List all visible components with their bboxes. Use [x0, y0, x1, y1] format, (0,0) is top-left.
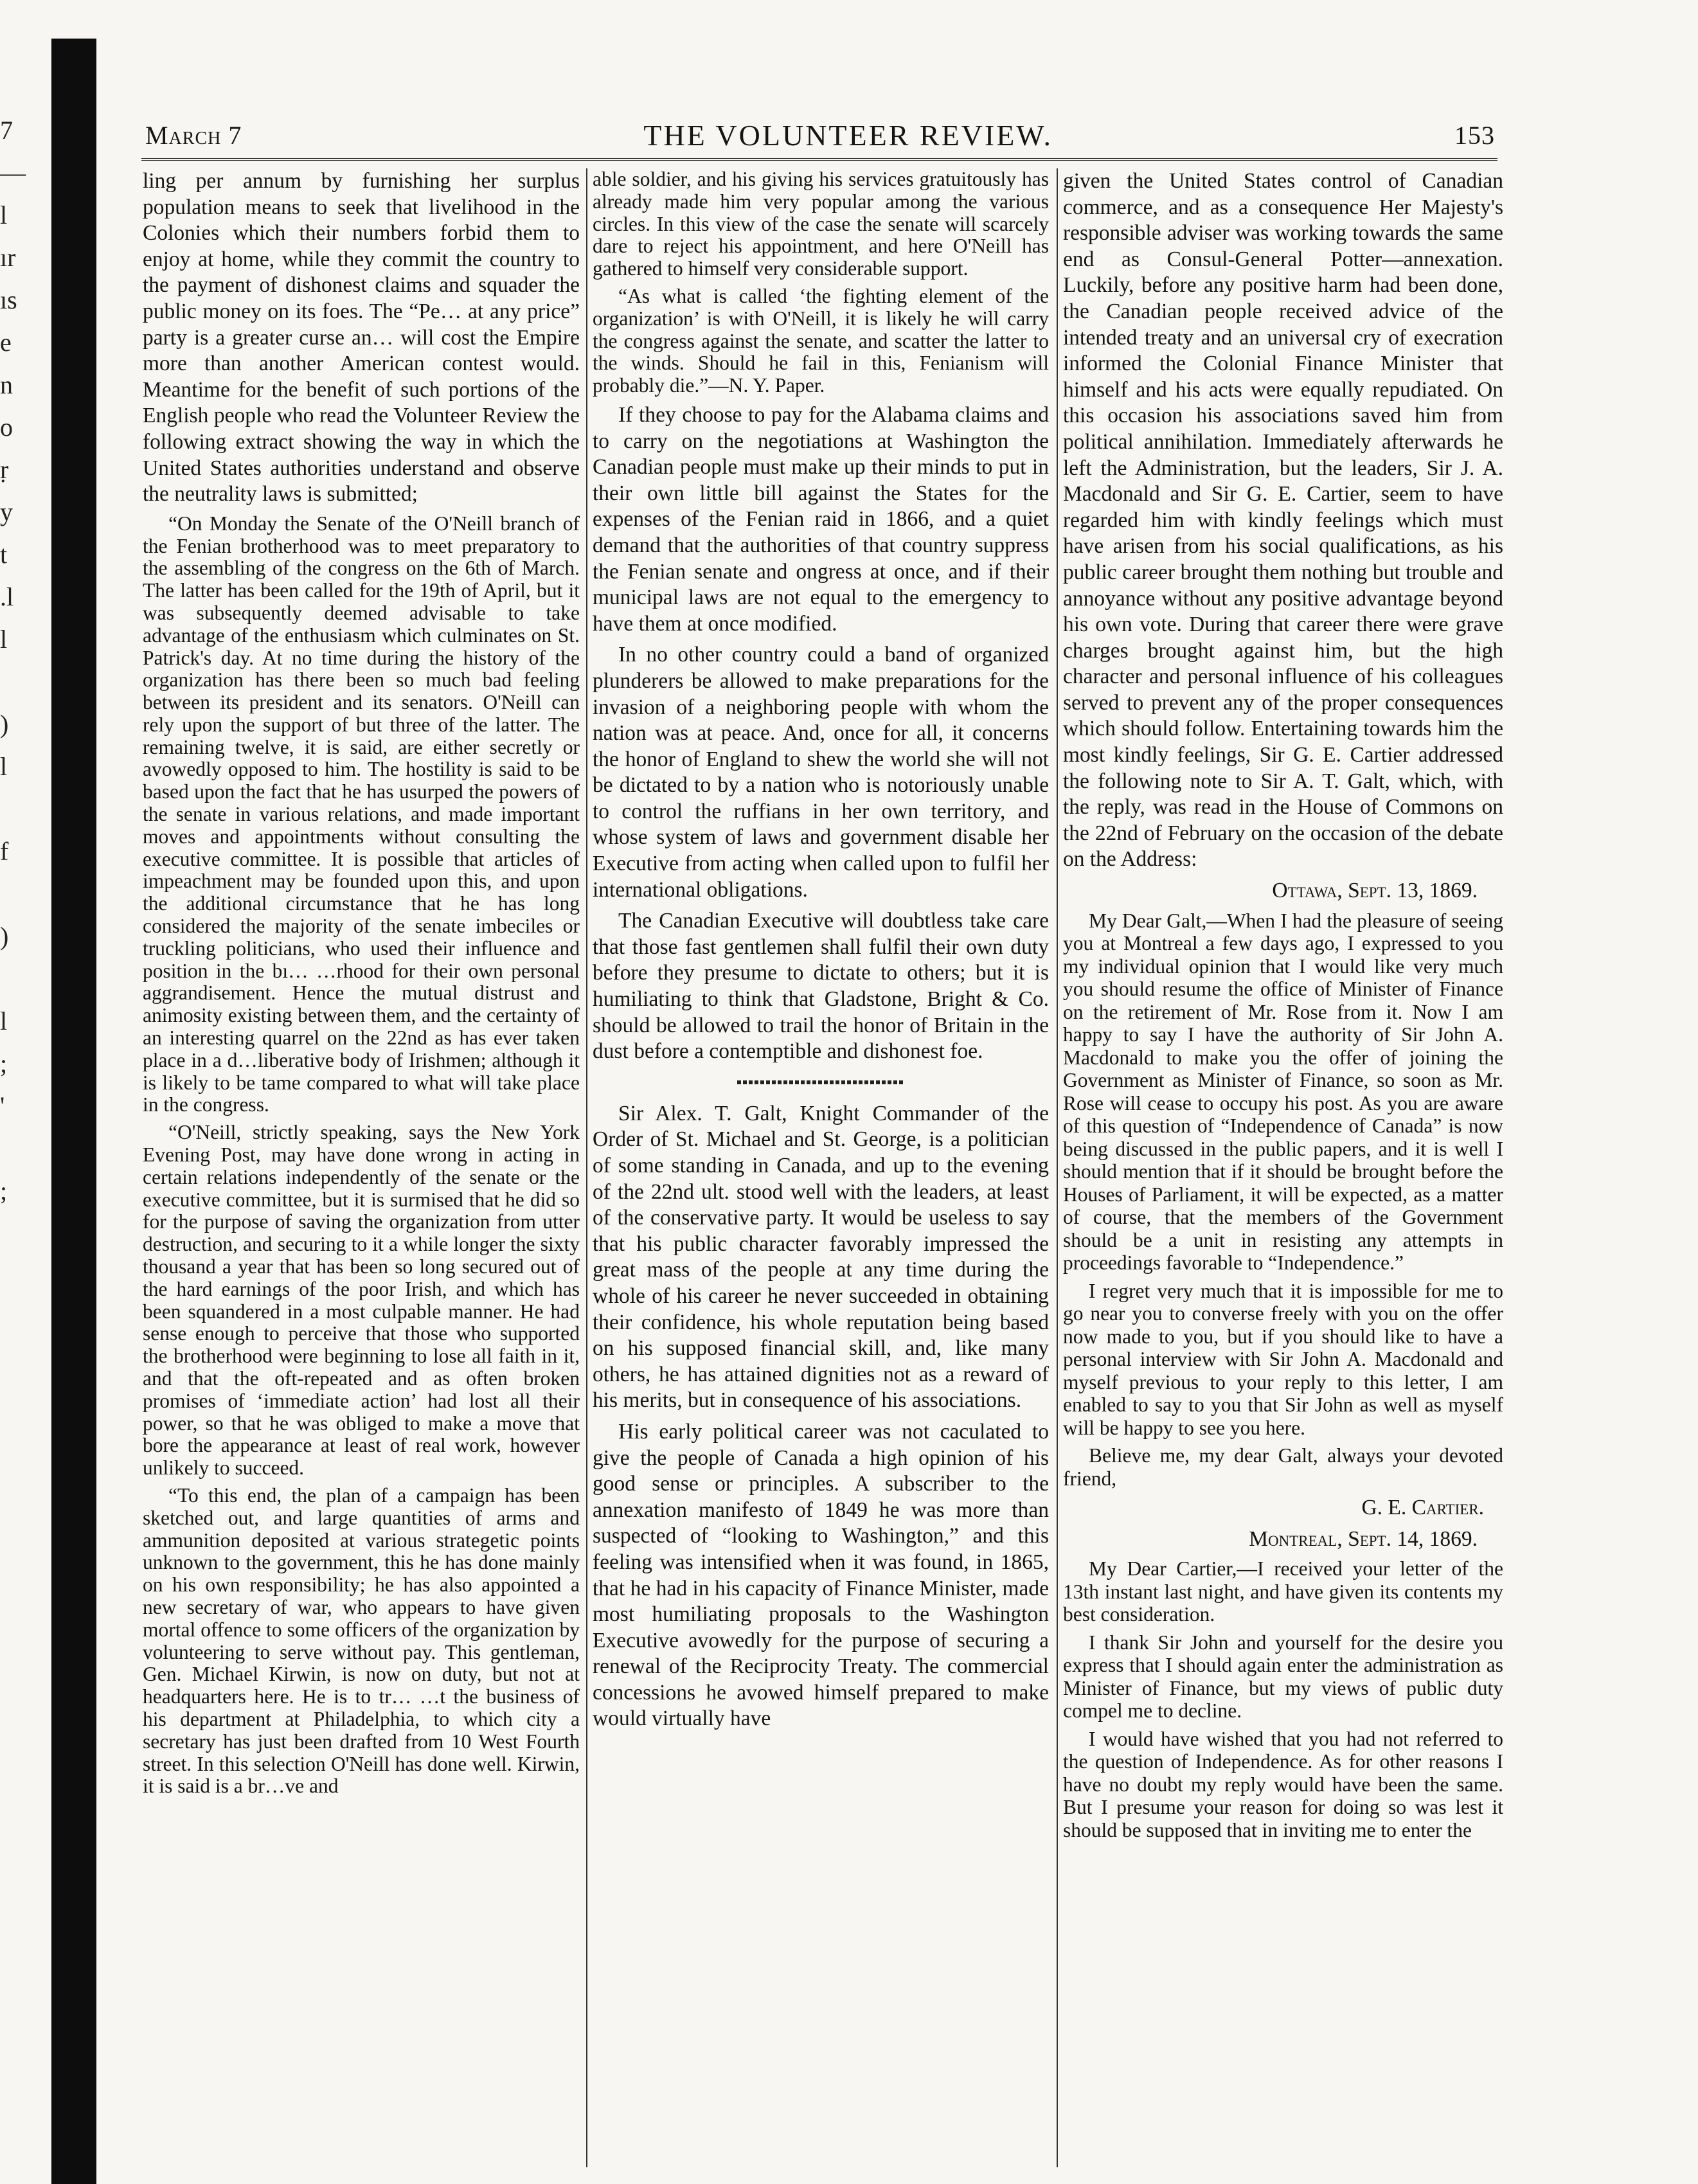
paragraph: If they choose to pay for the Alabama claims and to carry on the negotiations at Washington the Canadian people must make up their minds to put in their own little bill against the States for the expenses of the Fenian raid in 1866, and a quiet demand that the authorities of that country suppress the Fenian senate and ongress at once, and if their municipal laws are not equal to the emergency to have them at once modified.	[593, 402, 1049, 636]
paragraph: given the United States control of Canadian commerce, and as a consequence Her Majesty's responsible adviser was working towards the same end as Consul-General Potter—annexation. Luckily, before any positive harm had been done, the Canadian people received advice of the intended treaty and an universal cry of execration informed the Colonial Finance Minister that himself and his acts were equally repudiated. On this occasion his associations saved him from political annihilation. Immediately afterwards he left the Administration, but the leaders, Sir J. A. Macdonald and Sir G. E. Cartier, seem to have regarded him with kindly feelings which must have arisen from his social qualifications, as his public career brought them nothing but trouble and annoyance without any positive advantage beyond his own vote. During that career there were grave charges brought against him, but the high character and personal influence of his colleagues served to prevent any of the proper consequences which should follow. Entertaining towards him the most kindly feelings, Sir G. E. Cartier addressed the following note to Sir A. T. Galt, which, with the reply, was read in the House of Commons on the 22nd of February on the occasion of the debate on the Address:	[1063, 169, 1503, 872]
margin-bleed-through-marks: 7 — l ır ıs e n o ṛ y t .l l ) l f ) l ; ' ;	[0, 116, 26, 1205]
letter-dateline: Ottawa, Sept. 13, 1869.	[1272, 879, 1478, 903]
paragraph: The Canadian Executive will doubtless take care that those fast gentlemen shall fulfil their own duty before they presume to dictate to others; but it is humiliating to think that Gladstone, Bright & Co. should be allowed to trail the honor of Britain in the dust before a contemptible and dishonest foe.	[593, 909, 1049, 1064]
header-date: March 7	[145, 120, 242, 150]
column-1	[143, 168, 580, 2167]
header-rule	[141, 158, 1497, 161]
paragraph: ling per annum by furnishing her surplus population means to seek that livelihood in the Colonies which their numbers forbid them to enjoy at home, while they commit the country to the payment of dishonest claims and squader the public money on its foes. The “Pe… at any price” party is a greater curse an… will cost the Empire more than another American contest would. Meantime for the benefit of such portions of the English people who read the Volunteer Review the following extract showing the way in which the United States authorities understand and observe the neutrality laws is submitted;	[143, 169, 580, 506]
column-rule	[586, 168, 587, 2167]
paragraph: His early political career was not caculated to give the people of Canada a high opinion of his good sense or principles. A subscriber to the annexation manifesto of 1849 he was more than suspected of “looking to Washington,” and this feeling was intensified when it was found, in 1865, that he had in his capacity of Finance Minister, made most humiliating proposals to the Washington Executive avowedly for the purpose of securing a renewal of the Reciprocity Treaty. The commercial concessions he avowed himself prepared to make would virtually have	[593, 1419, 1049, 1731]
column-3	[1063, 168, 1503, 2167]
paragraph: able soldier, and his giving his services gratuitously has already made him very popular among the various circles. In this view of the case the senate will scarcely dare to reject his appointment, and here O'Neill has gathered to himself very considerable support.	[593, 168, 1049, 280]
letter-paragraph: My Dear Galt,—When I had the pleasure of seeing you at Montreal a few days ago, I expressed to you my individual opinion that I would like very much you should resume the office of Minister of Finance on the retirement of Mr. Rose from it. Now I am happy to say I have the authority of Sir John A. Macdonald to make you the offer of joining the Government as Minister of Finance, so soon as Mr. Rose will cease to occupy his post. As you are aware of this question of “Independence of Canada” is now being discussed in the public papers, and it is well I should mention that if it should be brought before the Houses of Parliament, it will be expected, as a matter of course, that the members of the Government should be a unit in resisting any attempts in proceedings favorable to “Independence.”	[1063, 909, 1503, 1275]
publication-title: THE VOLUNTEER REVIEW.	[643, 118, 1053, 152]
paragraph: In no other country could a band of organized plunderers be allowed to make preparations for the invasion of a neighboring people with whom the nation was at peace. And, once for all, it concerns the honor of England to shew the world she will not be dictated to by a nation who is notoriously unable to control the ruffians in her own territory, and whose system of laws and government disable her Executive from acting when called upon to fulfil her international obligations.	[593, 643, 1049, 902]
letter-dateline: Montreal, Sept. 14, 1869.	[1249, 1526, 1478, 1551]
letter-paragraph: I thank Sir John and yourself for the desire you express that I should again enter the administration as Minister of Finance, but my views of public duty compel me to decline.	[1063, 1631, 1503, 1723]
letter-closing: Believe me, my dear Galt, always your devoted friend,	[1063, 1444, 1503, 1490]
letter-paragraph: I regret very much that it is impossible for me to go near you to converse freely with you on the offer now made to you, but if you should like to have a personal interview with Sir John A. Macdonald and myself previous to your reply to this letter, I am enabled to say to you that Sir John as well as myself will be happy to see you here.	[1063, 1279, 1503, 1439]
letter-paragraph: My Dear Cartier,—I received your letter of the 13th instant last night, and have given its contents my best consideration.	[1063, 1557, 1503, 1626]
column-rule	[1057, 168, 1058, 2167]
paragraph: “As what is called ‘the fighting element of the organization’ is with O'Neill, it is likely he will carry the congress against the senate, and scatter the latter to the winds. Should he fail in this, Fenianism will probably die.”—N. Y. Paper.	[593, 284, 1049, 397]
page-number: 153	[1454, 120, 1495, 150]
paragraph: “On Monday the Senate of the O'Neill branch of the Fenian brotherhood was to meet preparatory to the assembling of the congress on the 6th of March. The latter has been called for the 19th of April, but it was subsequently deemed advisable to take advantage of the enthusiasm which culminates on St. Patrick's day. At no time during the history of the organization has there been so much bad feeling between its president and its senators. O'Neill can rely upon the support of but three of the latter. The remaining twelve, it is said, are either secretly or avowedly opposed to him. The hostility is said to be based upon the fact that he has usurped the powers of the senate in various relations, and made important moves and appointments without consulting the executive committee. It is possible that articles of impeachment may be founded upon this, and upon the additional circumstance that he has long considered the majority of the senate imbeciles or truckling politicians, who used their influence and position in the bı… …rhood for their own personal aggrandisement. Hence the mutual distrust and animosity existing between them, and the certainty of an interesting quarrel on the 22nd as has ever taken place in a d…liberative body of Irishmen; although it is likely to be tame compared to what will take place in the congress.	[143, 512, 580, 1116]
book-binding-edge	[51, 39, 96, 2184]
section-separator	[737, 1080, 904, 1084]
running-header	[145, 116, 1495, 154]
letter-signature: G. E. Cartier.	[1361, 1496, 1484, 1520]
paragraph: Sir Alex. T. Galt, Knight Commander of the Order of St. Michael and St. George, is a politician of some standing in Canada, and up to the evening of the 22nd ult. stood well with the leaders, at least of the conservative party. It would be useless to say that his public character favorably impressed the great mass of the people at any time during the whole of his career he never succeeded in obtaining their confidence, his whole reputation being based on his supposed financial skill, and, like many others, he has attained dignities not as a reward of his merits, but in consequence of his associations.	[593, 1101, 1049, 1413]
column-2	[593, 168, 1049, 2167]
paragraph: “To this end, the plan of a campaign has been sketched out, and large quantities of arms and ammunition deposited at various strategetic points unknown to the government, this he has done mainly on his own responsibility; he has also appointed a new secretary of war, who appears to have given mortal offence to some officers of the organization by volunteering to serve without pay. This gentleman, Gen. Michael Kirwin, is now on duty, but not at headquarters here. He is to tr… …t the business of his department at Philadelphia, to which city a secretary has just been drafted from 10 West Fourth street. In this selection O'Neill has done well. Kirwin, it is said is a br…ve and	[143, 1483, 580, 1798]
paragraph: “O'Neill, strictly speaking, says the New York Evening Post, may have done wrong in acting in certain relations independently of the senate or the executive committee, but it is surmised that he did so for the purpose of saving the organization from utter destruction, and securing to it a while longer the sixty thousand a year that has been so long secured out of the hard earnings of the poor Irish, and which has been squandered in a most culpable manner. He had sense enough to perceive that those who supported the brotherhood were beginning to lose all faith in it, and that the oft-repeated and as often broken promises of ‘immediate action’ had lost all their power, so that he was obliged to make a move that bore the appearance at least of real work, however unlikely to succeed.	[143, 1121, 580, 1480]
letter-paragraph: I would have wished that you had not referred to the question of Independence. As for other reasons I have no doubt my reply would have been the same. But I presume your reason for doing so was lest it should be supposed that in inviting me to enter the	[1063, 1727, 1503, 1841]
